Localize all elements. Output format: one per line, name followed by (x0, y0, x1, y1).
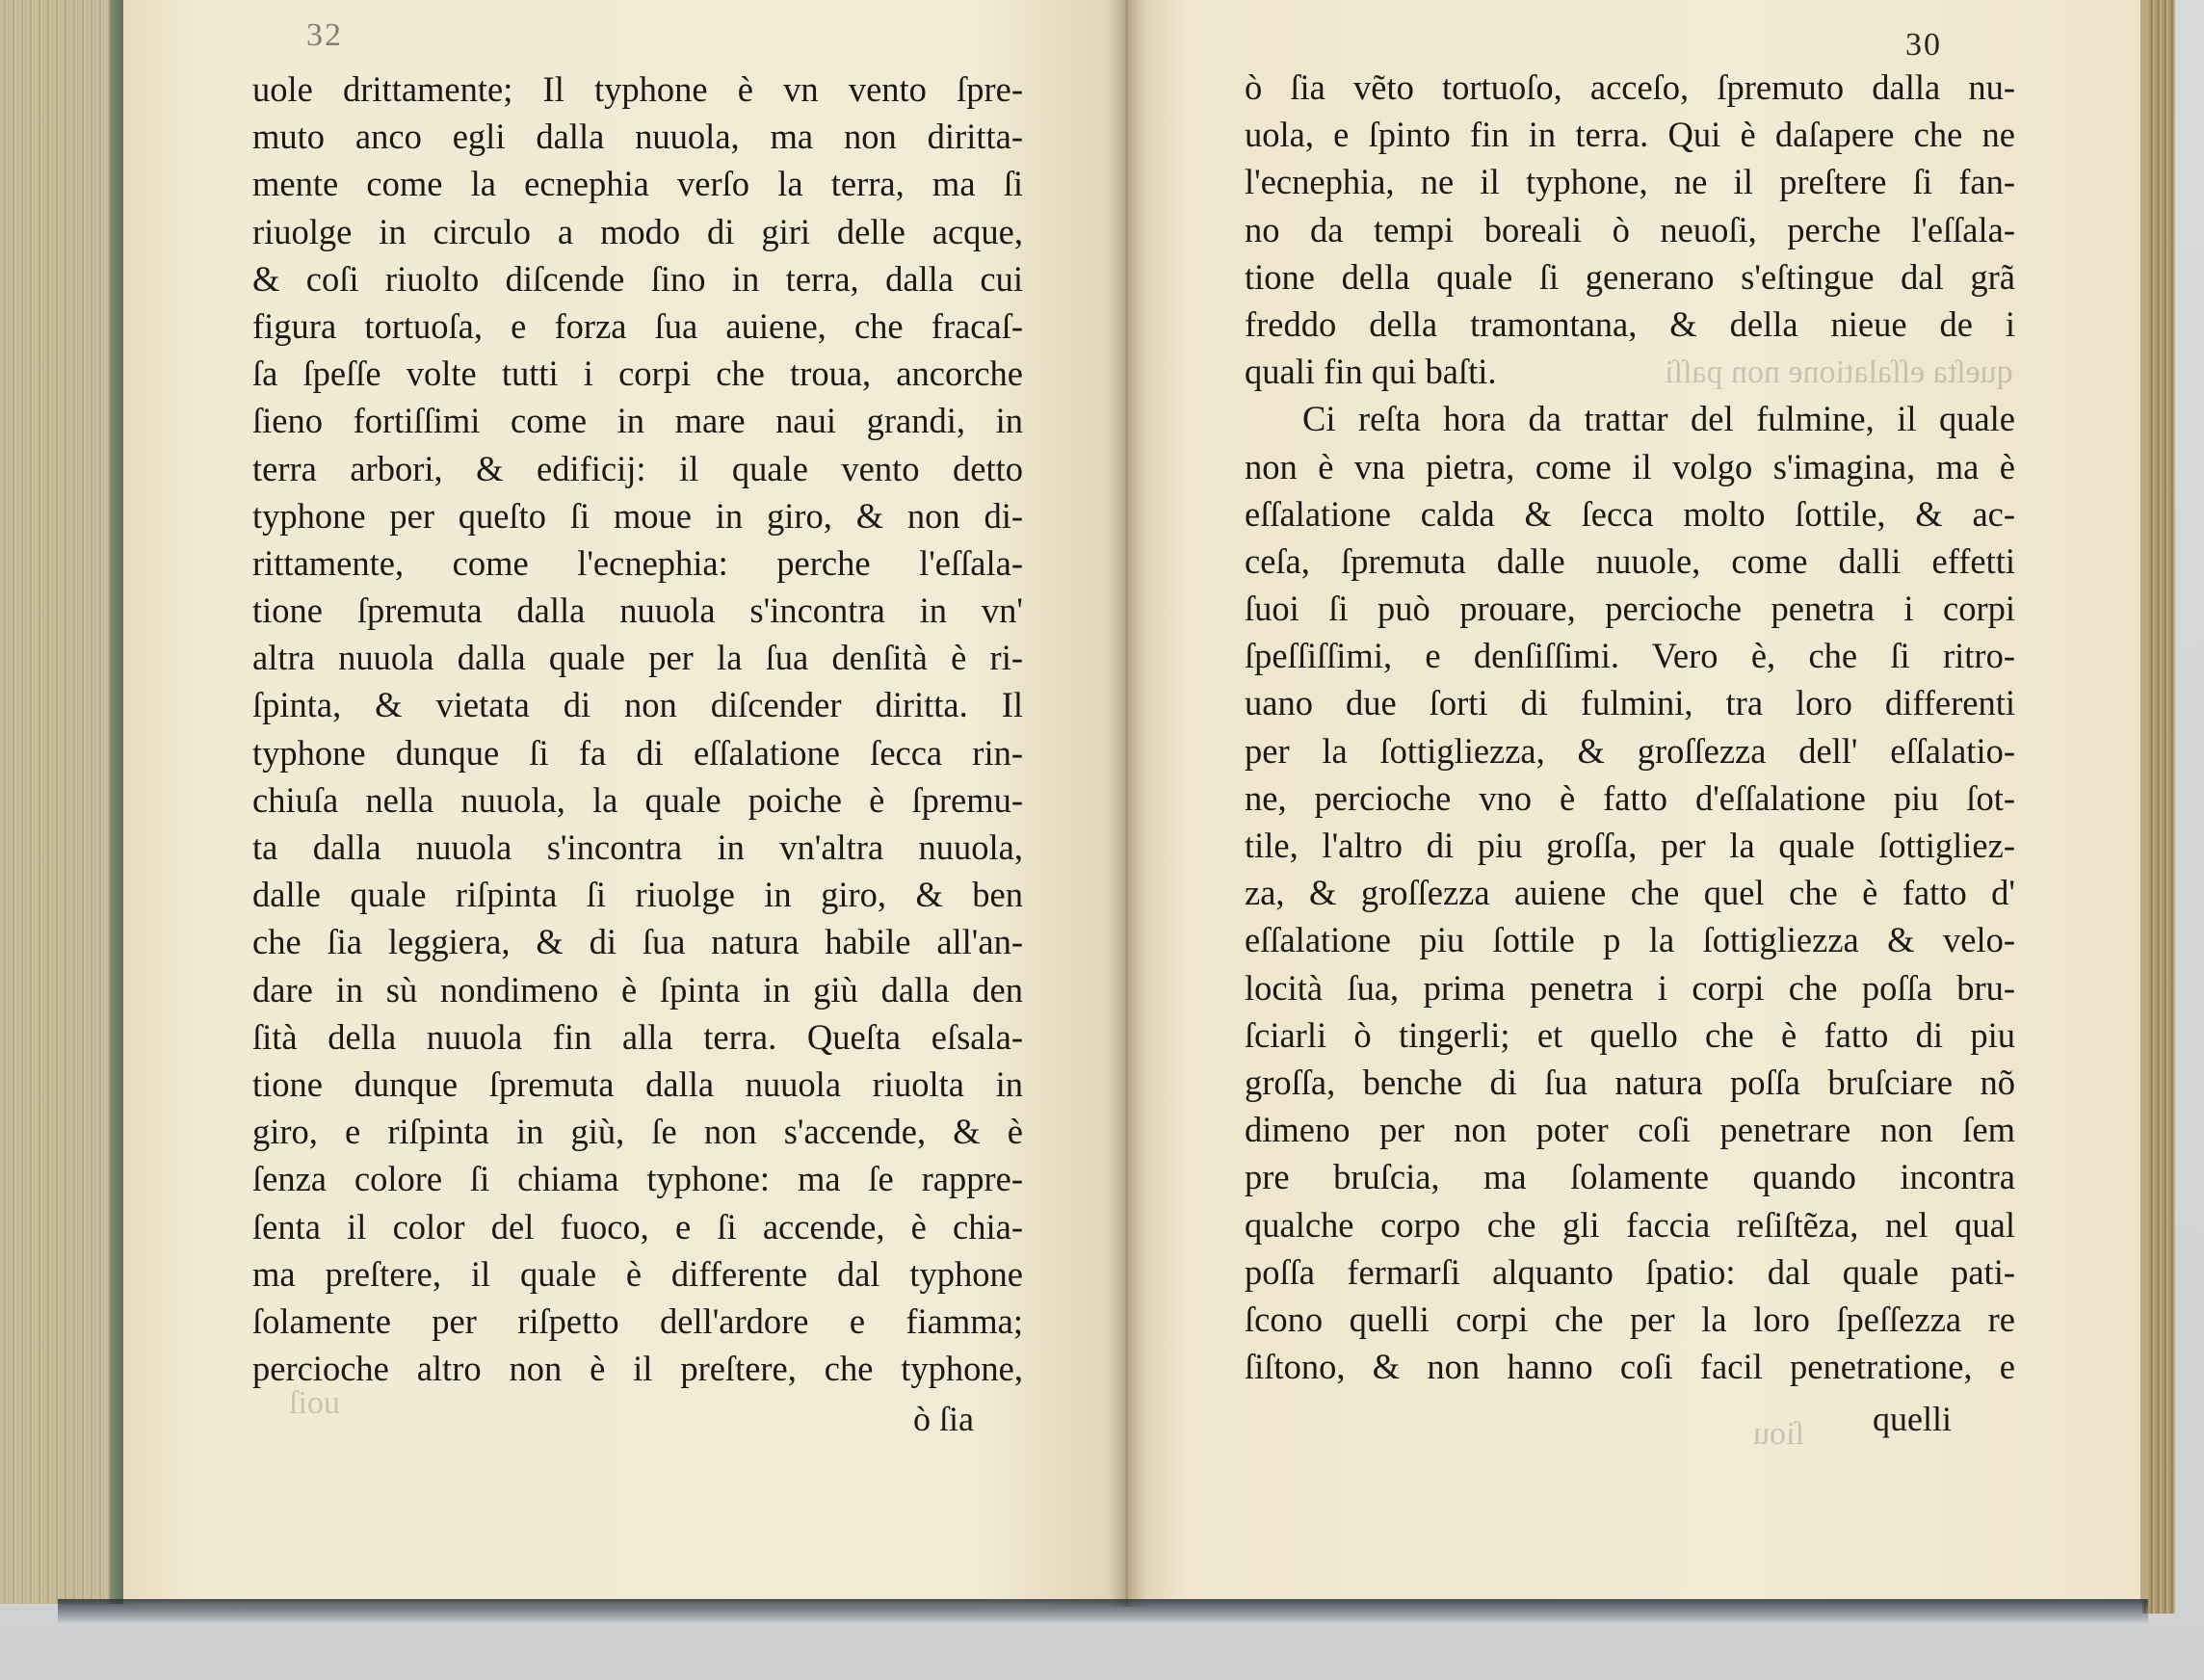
text-line: ma preſtere, il quale è differente dal typhone (252, 1253, 1023, 1294)
text-line: ceſa, ſpremuta dalle nuuole, come dalli effetti (1245, 540, 2015, 581)
text-line: per la ſottigliezza, & groſſezza dell' eſſalatio- (1245, 730, 2015, 771)
text-line: ſenza colore ſi chiama typhone: ma ſe rappre- (252, 1159, 1023, 1199)
text-line: riuolge in circulo a modo di giri delle acque, (252, 211, 1023, 251)
text-line: za, & groſſezza auiene che quel che è fatto d' (1245, 873, 2015, 913)
text-line: uola, e ſpinto fin in terra. Qui è daſapere che ne (1245, 115, 2015, 155)
text-line: ta dalla nuuola s'incontra in vn'altra nuuola, (252, 827, 1023, 867)
text-line: groſſa, benche di ſua natura poſſa bruſciare nõ (1245, 1062, 2015, 1102)
text-line: figura tortuoſa, e forza ſua auiene, che fracaſ- (252, 305, 1023, 346)
text-line: tione della quale ſi generano s'eſtingue dal grã (1245, 256, 2015, 297)
text-line: terra arbori, & edificij: il quale vento detto (252, 448, 1023, 488)
text-line: dare in sù nondimeno è ſpinta in giù dalla den (252, 969, 1023, 1010)
right-bleed-through-text: queſta eſſalatione non paſſi (1665, 354, 2013, 390)
text-line: percioche altro non è il preſtere, che typhone, (252, 1349, 1023, 1389)
text-line: quali fin qui baſti. (1245, 352, 1497, 392)
text-line: & coſi riuolto diſcende ſino in terra, dalla cui (252, 258, 1023, 299)
text-line: ſcono quelli corpi che per la loro ſpeſſezza re (1245, 1299, 2015, 1339)
text-line: uano due ſorti di fulmini, tra loro differenti (1245, 683, 2015, 723)
text-line: typhone per queſto ſi moue in giro, & non di- (252, 495, 1023, 536)
text-line: locità ſua, prima penetra i corpi che poſſa bru- (1245, 967, 2015, 1008)
left-page-folio: 32 (306, 17, 343, 53)
text-line: mente come la ecnephia verſo la terra, ma ſi (252, 164, 1023, 204)
text-line: ſità della nuuola fin alla terra. Queſta eſsala- (252, 1016, 1023, 1057)
text-line: ſciarli ò tingerli; et quello che è fatto di piu (1245, 1014, 2015, 1055)
text-line: eſſalatione calda & ſecca molto ſottile, & ac- (1245, 493, 2015, 534)
text-line: ſieno fortiſſimi come in mare naui grandi, in (252, 401, 1023, 441)
text-line: dimeno per non poter coſi penetrare non ſem (1245, 1110, 2015, 1150)
book-bottom-shadow (58, 1599, 2148, 1624)
text-line: dalle quale riſpinta ſi riuolge in giro, & ben (252, 875, 1023, 915)
book-gutter (1108, 0, 1146, 1607)
text-line: ſpeſſiſſimi, e denſiſſimi. Vero è, che ſi ritro- (1245, 636, 2015, 676)
text-line: eſſalatione piu ſottile p la ſottigliezza & velo- (1245, 920, 2015, 960)
text-line: poſſa fermarſi alquanto ſpatio: dal quale pati- (1245, 1251, 2015, 1292)
right-page-folio: 30 (1905, 27, 1942, 63)
left-bleed-through-text: ſiou (289, 1385, 340, 1421)
text-line: ſolamente per riſpetto dell'ardore e fiamma; (252, 1300, 1023, 1341)
text-line: pre bruſcia, ma ſolamente quando incontra (1245, 1157, 2015, 1197)
text-line: rittamente, come l'ecnephia: perche l'eſſala- (252, 542, 1023, 583)
text-line: ſpinta, & vietata di non diſcender diritta. Il (252, 685, 1023, 725)
text-line: qualche corpo che gli faccia reſiſtẽza, nel qual (1245, 1204, 2015, 1245)
text-line: ſenta il color del fuoco, e ſi accende, è chia- (252, 1206, 1023, 1247)
text-line: uole drittamente; Il typhone è vn vento ſpre- (252, 69, 1023, 109)
text-line: chiuſa nella nuuola, la quale poiche è ſpremu- (252, 779, 1023, 820)
text-line: ſiſtono, & non hanno coſi facil penetratione, e (1245, 1347, 2015, 1387)
text-line: ò ſia vẽto tortuoſo, acceſo, ſpremuto dalla nu- (1245, 67, 2015, 107)
text-line: l'ecnephia, ne il typhone, ne il preſtere ſi fan- (1245, 162, 2015, 202)
right-bleed-through-footer: ſiou (1753, 1416, 1804, 1452)
text-line: typhone dunque ſi fa di eſſalatione ſecca rin- (252, 732, 1023, 773)
text-line: tione dunque ſpremuta dalla nuuola riuolta in (252, 1063, 1023, 1104)
text-line: che ſia leggiera, & di ſua natura habile all'an- (252, 922, 1023, 962)
left-catchword: ò ſia (913, 1400, 974, 1438)
right-page-edges (2142, 0, 2175, 1614)
text-line: ſuoi ſi può prouare, percioche penetra i corpi (1245, 589, 2015, 629)
text-line: non è vna pietra, come il volgo s'imagina, ma è (1245, 446, 2015, 486)
text-line: Ci reſta hora da trattar del fulmine, il quale (1302, 399, 2015, 439)
text-line: ſa ſpeſſe volte tutti i corpi che troua, ancorche (252, 354, 1023, 394)
text-line: giro, e riſpinta in giù, ſe non s'accende, & è (252, 1112, 1023, 1152)
text-line: ne, percioche vno è fatto d'eſſalatione piu ſot- (1245, 777, 2015, 818)
text-line: altra nuuola dalla quale per la ſua denſità è ri- (252, 638, 1023, 678)
right-catchword: quelli (1873, 1400, 1952, 1438)
left-text-column (252, 66, 1023, 1392)
text-line: tile, l'altro di piu groſſa, per la quale ſottigliez- (1245, 826, 2015, 865)
text-line: tione ſpremuta dalla nuuola s'incontra in vn' (252, 591, 1023, 631)
text-line: muto anco egli dalla nuuola, ma non diritta- (252, 117, 1023, 157)
text-line: freddo della tramontana, & della nieue de i (1245, 303, 2015, 344)
left-page-edges (0, 0, 125, 1604)
text-line: no da tempi boreali ò neuoſi, perche l'eſſala- (1245, 209, 2015, 249)
right-text-column (1245, 64, 2015, 1390)
